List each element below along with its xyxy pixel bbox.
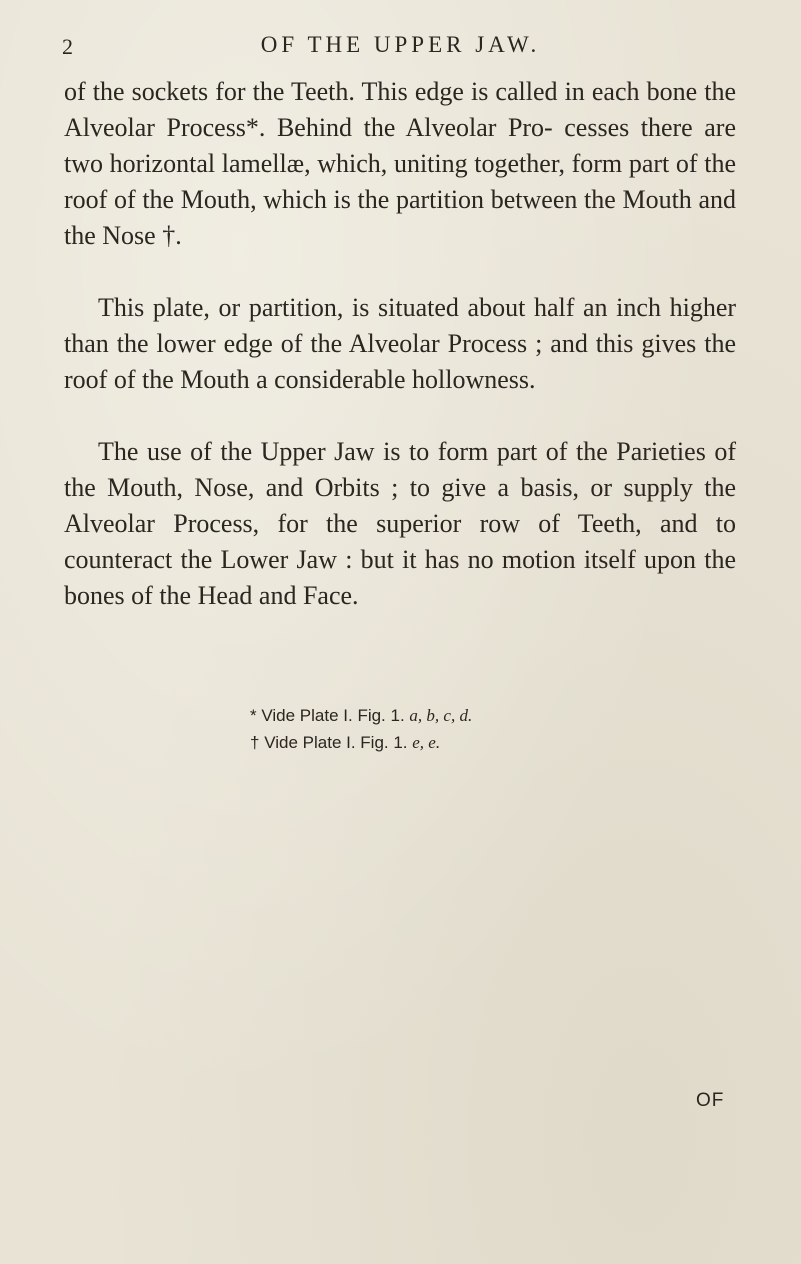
footnote-marker: * <box>250 706 257 725</box>
text-line: or supply the Alveolar Process, for the superior row of <box>64 473 737 538</box>
paragraph-3 <box>64 434 736 614</box>
text-line: This plate, or partition, is situated about half an inch <box>98 293 661 322</box>
footnote-refs: a, b, c, d. <box>409 706 473 725</box>
paragraph-2 <box>64 290 736 398</box>
text-line: Teeth, and to counteract the Lower Jaw : but it has no <box>64 509 736 574</box>
footnote-text: Vide Plate I. Fig. 1. <box>261 706 405 725</box>
footnote-1 <box>250 702 650 729</box>
text-line: higher than the lower edge of the Alveolar Process ; <box>64 293 737 358</box>
text-line: cesses there are two horizontal lamellæ, which, uniting <box>64 113 736 178</box>
catchword: OF <box>696 1090 725 1111</box>
footnote-text: Vide Plate I. Fig. 1. <box>264 733 408 752</box>
page-number: 2 <box>62 34 73 59</box>
text-line: The use of the Upper Jaw is to form part of the <box>98 437 608 466</box>
text-line: together, form part of the roof of the Mouth, which is <box>64 149 737 214</box>
text-line: hollowness. <box>412 365 536 394</box>
text-line: of the sockets for the Teeth. This edge is called in each <box>64 77 640 106</box>
running-title: OF THE UPPER JAW. <box>260 32 541 57</box>
text-line: Parieties of the Mouth, Nose, and Orbits ; to give a basis, <box>64 437 737 502</box>
text-line: and this gives the roof of the Mouth a considerable <box>64 329 736 394</box>
footnote-refs: e, e. <box>412 733 441 752</box>
footnote-2 <box>250 729 650 756</box>
text-line: the partition between the Mouth and the Nose †. <box>64 185 737 250</box>
footnotes <box>250 702 650 756</box>
paragraph-1 <box>64 74 736 254</box>
text-line: motion itself upon the bones of the Head and Face. <box>64 545 737 610</box>
text-line: bone the Alveolar Process*. Behind the Alveolar Pro- <box>64 77 737 142</box>
footnote-marker: † <box>250 733 260 752</box>
body-text <box>64 74 736 614</box>
